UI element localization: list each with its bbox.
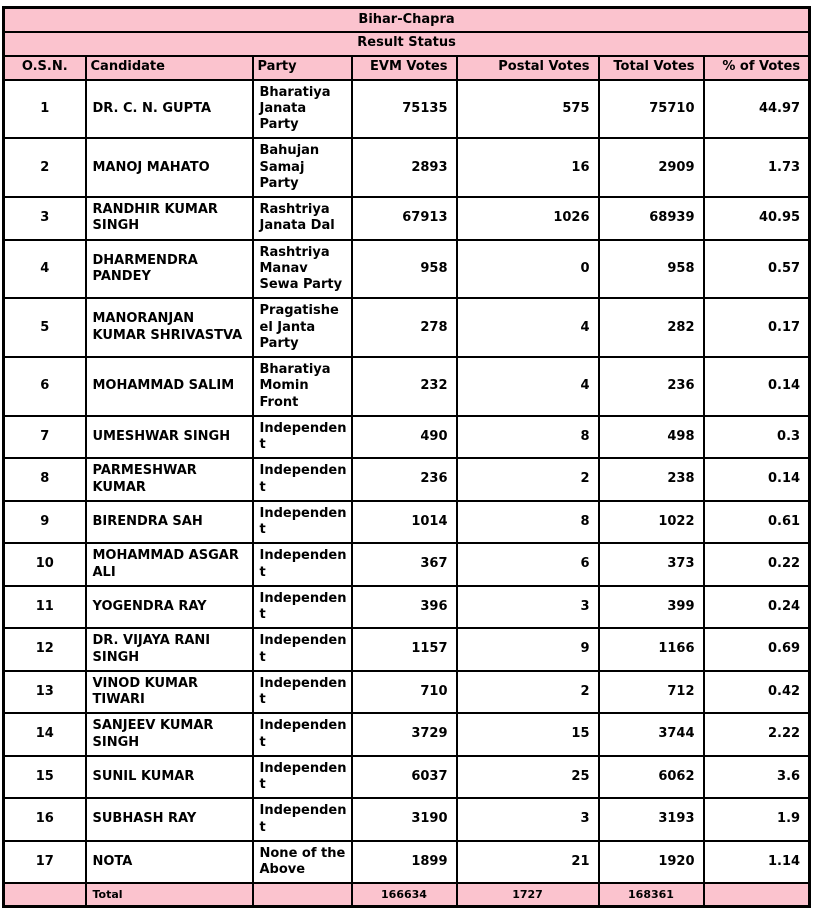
party-cell: Independent <box>253 756 352 799</box>
evm-votes-cell: 6037 <box>352 756 457 799</box>
postal-votes-cell: 16 <box>457 138 599 197</box>
header-evm-votes: EVM Votes <box>352 56 457 80</box>
postal-votes-cell: 9 <box>457 628 599 671</box>
total-votes-cell: 3744 <box>599 713 704 756</box>
candidate-cell: SUBHASH RAY <box>86 798 253 841</box>
evm-votes-cell: 67913 <box>352 197 457 240</box>
party-cell: Independent <box>253 671 352 714</box>
pct-votes-cell: 1.9 <box>704 798 810 841</box>
osn-cell: 12 <box>4 628 86 671</box>
table-row <box>4 138 810 197</box>
evm-votes-cell: 490 <box>352 416 457 459</box>
pct-votes-cell: 0.42 <box>704 671 810 714</box>
evm-votes-cell: 1014 <box>352 501 457 544</box>
osn-cell: 8 <box>4 458 86 501</box>
evm-votes-cell: 3729 <box>352 713 457 756</box>
header-total-votes: Total Votes <box>599 56 704 80</box>
postal-votes-cell: 2 <box>457 458 599 501</box>
evm-votes-cell: 367 <box>352 543 457 586</box>
party-cell: Independent <box>253 458 352 501</box>
postal-votes-cell: 4 <box>457 298 599 357</box>
candidate-cell: DR. C. N. GUPTA <box>86 80 253 139</box>
osn-cell: 15 <box>4 756 86 799</box>
result-status-label: Result Status <box>4 32 810 56</box>
total-votes-cell: 1166 <box>599 628 704 671</box>
postal-votes-cell: 6 <box>457 543 599 586</box>
total-votes-cell: 75710 <box>599 80 704 139</box>
pct-votes-cell: 0.17 <box>704 298 810 357</box>
party-cell: None of the Above <box>253 841 352 884</box>
party-cell: Independent <box>253 416 352 459</box>
total-votes-cell: 399 <box>599 586 704 629</box>
candidate-cell: MANOJ MAHATO <box>86 138 253 197</box>
total-total-votes: 168361 <box>599 883 704 906</box>
candidate-cell: DR. VIJAYA RANI SINGH <box>86 628 253 671</box>
table-row <box>4 298 810 357</box>
candidate-cell: UMESHWAR SINGH <box>86 416 253 459</box>
pct-votes-cell: 0.57 <box>704 240 810 299</box>
postal-votes-cell: 15 <box>457 713 599 756</box>
party-cell: Independent <box>253 713 352 756</box>
candidate-cell: DHARMENDRA PANDEY <box>86 240 253 299</box>
evm-votes-cell: 396 <box>352 586 457 629</box>
table-row <box>4 586 810 629</box>
osn-cell: 17 <box>4 841 86 884</box>
evm-votes-cell: 232 <box>352 357 457 416</box>
osn-cell: 10 <box>4 543 86 586</box>
total-votes-cell: 373 <box>599 543 704 586</box>
candidate-cell: MOHAMMAD ASGAR ALI <box>86 543 253 586</box>
party-cell: Rashtriya Janata Dal <box>253 197 352 240</box>
pct-votes-cell: 40.95 <box>704 197 810 240</box>
candidate-cell: PARMESHWAR KUMAR <box>86 458 253 501</box>
pct-votes-cell: 0.61 <box>704 501 810 544</box>
pct-votes-cell: 0.24 <box>704 586 810 629</box>
osn-cell: 14 <box>4 713 86 756</box>
total-votes-cell: 3193 <box>599 798 704 841</box>
osn-cell: 6 <box>4 357 86 416</box>
total-votes-cell: 498 <box>599 416 704 459</box>
evm-votes-cell: 1899 <box>352 841 457 884</box>
evm-votes-cell: 236 <box>352 458 457 501</box>
candidate-cell: RANDHIR KUMAR SINGH <box>86 197 253 240</box>
party-cell: Independent <box>253 798 352 841</box>
party-cell: Bharatiya Momin Front <box>253 357 352 416</box>
osn-cell: 7 <box>4 416 86 459</box>
header-party: Party <box>253 56 352 80</box>
candidate-cell: VINOD KUMAR TIWARI <box>86 671 253 714</box>
candidate-cell: YOGENDRA RAY <box>86 586 253 629</box>
table-row <box>4 416 810 459</box>
pct-votes-cell: 0.69 <box>704 628 810 671</box>
postal-votes-cell: 0 <box>457 240 599 299</box>
table-row <box>4 458 810 501</box>
osn-cell: 4 <box>4 240 86 299</box>
total-votes-cell: 1022 <box>599 501 704 544</box>
postal-votes-cell: 21 <box>457 841 599 884</box>
postal-votes-cell: 3 <box>457 586 599 629</box>
osn-cell: 16 <box>4 798 86 841</box>
evm-votes-cell: 278 <box>352 298 457 357</box>
party-cell: Rashtriya Manav Sewa Party <box>253 240 352 299</box>
pct-votes-cell: 0.22 <box>704 543 810 586</box>
table-row <box>4 671 810 714</box>
pct-votes-cell: 3.6 <box>704 756 810 799</box>
postal-votes-cell: 1026 <box>457 197 599 240</box>
column-header-row <box>4 56 810 80</box>
candidate-cell: NOTA <box>86 841 253 884</box>
candidate-cell: MANORANJAN KUMAR SHRIVASTVA <box>86 298 253 357</box>
header-candidate: Candidate <box>86 56 253 80</box>
party-cell: Independent <box>253 586 352 629</box>
osn-cell: 13 <box>4 671 86 714</box>
candidate-cell: SANJEEV KUMAR SINGH <box>86 713 253 756</box>
header-postal-votes: Postal Votes <box>457 56 599 80</box>
total-votes-cell: 68939 <box>599 197 704 240</box>
total-votes-cell: 6062 <box>599 756 704 799</box>
postal-votes-cell: 8 <box>457 416 599 459</box>
table-row <box>4 713 810 756</box>
osn-cell: 2 <box>4 138 86 197</box>
total-votes-cell: 282 <box>599 298 704 357</box>
total-label: Total <box>86 883 253 906</box>
page-title: Bihar-Chapra <box>4 8 810 32</box>
table-row <box>4 240 810 299</box>
total-pct-cell <box>704 883 810 906</box>
pct-votes-cell: 44.97 <box>704 80 810 139</box>
total-votes-cell: 712 <box>599 671 704 714</box>
table-row <box>4 80 810 139</box>
candidate-cell: BIRENDRA SAH <box>86 501 253 544</box>
osn-cell: 11 <box>4 586 86 629</box>
evm-votes-cell: 1157 <box>352 628 457 671</box>
osn-cell: 5 <box>4 298 86 357</box>
candidate-cell: SUNIL KUMAR <box>86 756 253 799</box>
party-cell: Independent <box>253 628 352 671</box>
total-party-cell <box>253 883 352 906</box>
evm-votes-cell: 75135 <box>352 80 457 139</box>
header-pct-votes: % of Votes <box>704 56 810 80</box>
table-row <box>4 841 810 884</box>
pct-votes-cell: 0.14 <box>704 357 810 416</box>
evm-votes-cell: 2893 <box>352 138 457 197</box>
osn-cell: 9 <box>4 501 86 544</box>
table-row <box>4 543 810 586</box>
total-votes-cell: 236 <box>599 357 704 416</box>
evm-votes-cell: 3190 <box>352 798 457 841</box>
total-row <box>4 883 810 906</box>
postal-votes-cell: 3 <box>457 798 599 841</box>
postal-votes-cell: 8 <box>457 501 599 544</box>
party-cell: Independent <box>253 501 352 544</box>
postal-votes-cell: 4 <box>457 357 599 416</box>
table-row <box>4 798 810 841</box>
total-postal-votes: 1727 <box>457 883 599 906</box>
table-row <box>4 756 810 799</box>
pct-votes-cell: 0.3 <box>704 416 810 459</box>
total-votes-cell: 2909 <box>599 138 704 197</box>
header-osn: O.S.N. <box>4 56 86 80</box>
postal-votes-cell: 575 <box>457 80 599 139</box>
party-cell: Independent <box>253 543 352 586</box>
party-cell: Bharatiya Janata Party <box>253 80 352 139</box>
table-row <box>4 501 810 544</box>
osn-cell: 3 <box>4 197 86 240</box>
total-osn-cell <box>4 883 86 906</box>
osn-cell: 1 <box>4 80 86 139</box>
postal-votes-cell: 25 <box>457 756 599 799</box>
total-votes-cell: 1920 <box>599 841 704 884</box>
pct-votes-cell: 1.73 <box>704 138 810 197</box>
party-cell: Bahujan Samaj Party <box>253 138 352 197</box>
results-table <box>2 6 811 908</box>
postal-votes-cell: 2 <box>457 671 599 714</box>
party-cell: Pragatisheel Janta Party <box>253 298 352 357</box>
evm-votes-cell: 958 <box>352 240 457 299</box>
pct-votes-cell: 2.22 <box>704 713 810 756</box>
total-votes-cell: 238 <box>599 458 704 501</box>
total-evm-votes: 166634 <box>352 883 457 906</box>
evm-votes-cell: 710 <box>352 671 457 714</box>
title-row <box>4 8 810 32</box>
result-status-row <box>4 32 810 56</box>
candidate-cell: MOHAMMAD SALIM <box>86 357 253 416</box>
table-row <box>4 197 810 240</box>
total-votes-cell: 958 <box>599 240 704 299</box>
pct-votes-cell: 1.14 <box>704 841 810 884</box>
table-row <box>4 628 810 671</box>
table-row <box>4 357 810 416</box>
pct-votes-cell: 0.14 <box>704 458 810 501</box>
